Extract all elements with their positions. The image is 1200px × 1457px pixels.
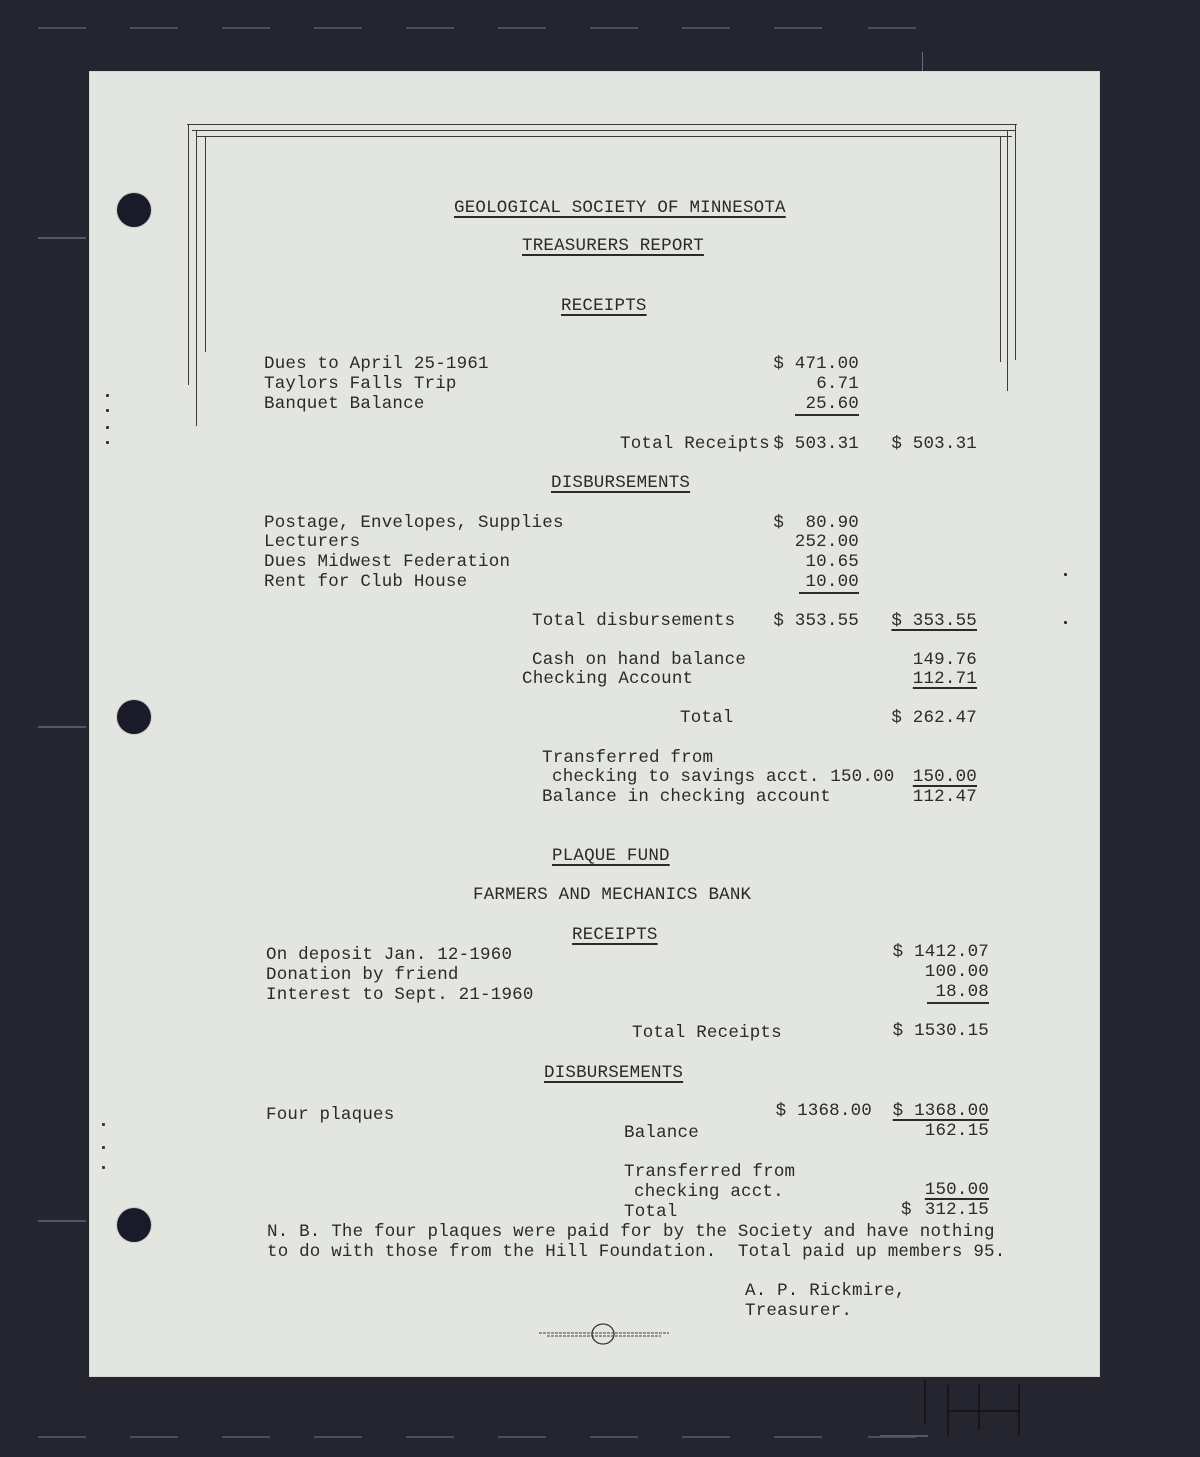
punch-hole-middle [117,700,151,734]
disbursements-heading: DISBURSEMENTS [551,473,691,493]
document-page [89,71,1100,1377]
note-line2: to do with those from the Hill Foundation. Total paid up members 95. [267,1242,1006,1262]
note-line1: N. B. The four plaques were paid for by the Society and have nothing [267,1222,995,1242]
total-disbursements-amount: $ 353.55 [773,611,859,631]
plaque-disbursement-amount: $ 1368.00 [775,1101,872,1121]
clip-mark [950,1410,1018,1412]
checking-account-amount: 112.71 [912,669,977,689]
scan-tick-row-bottom [0,1436,1200,1438]
total-disbursements-label: Total disbursements [532,611,736,631]
cash-on-hand-amount: 149.76 [912,650,977,670]
clip-mark [1018,1385,1020,1435]
clip-mark [947,1385,949,1435]
plaque-transfer-line1: Transferred from [624,1162,796,1182]
plaque-receipt-label: Interest to Sept. 21-1960 [266,985,534,1005]
scan-side-tick [38,1220,86,1222]
disbursement-label: Postage, Envelopes, Supplies [264,513,564,533]
edge-mark [102,1166,105,1169]
end-ornament-icon [539,1321,669,1347]
transfer-line1: Transferred from [542,748,714,768]
receipts-heading: RECEIPTS [561,296,647,316]
receipt-label: Taylors Falls Trip [264,374,457,394]
disbursement-amount: 10.00 [805,572,859,592]
scan-side-tick [38,237,86,239]
subtotal-rule [799,592,859,594]
subtotal-rule [927,1002,989,1004]
edge-mark [102,1146,105,1149]
receipt-label: Banquet Balance [264,394,425,414]
scan-side-tick [38,726,86,728]
cash-on-hand-label: Cash on hand balance [532,650,747,670]
clip-mark [922,52,923,72]
checking-account-label: Checking Account [522,669,694,689]
total-receipts-carried: $ 503.31 [891,434,977,454]
balance-checking-amount: 112.47 [912,787,977,807]
balance-checking-label: Balance in checking account [542,787,831,807]
punch-hole-bottom [117,1208,151,1242]
plaque-balance-label: Balance [624,1123,699,1143]
clip-mark [978,1385,980,1430]
disbursement-label: Lecturers [264,532,361,552]
plaque-total-receipts-amount: $ 1530.15 [892,1021,989,1041]
report-title: TREASURERS REPORT [522,236,704,256]
total-disbursements-carried: $ 353.55 [891,611,977,631]
bank-name: FARMERS AND MECHANICS BANK [473,885,752,905]
signature-name: A. P. Rickmire, [745,1281,906,1301]
punch-hole-top [117,193,151,227]
disbursement-label: Rent for Club House [264,572,468,592]
edge-mark [106,394,109,397]
transfer-amount: 150.00 [912,767,977,787]
subtotal-rule [795,414,859,416]
plaque-balance-amount: 162.15 [924,1121,989,1141]
disbursement-amount: 10.65 [805,552,859,572]
plaque-receipt-amount: 18.08 [935,982,989,1002]
disbursement-label: Dues Midwest Federation [264,552,511,572]
total-receipts-amount: $ 503.31 [773,434,859,454]
transfer-line2: checking to savings acct. 150.00 [552,767,895,787]
clip-mark [924,1380,926,1425]
disbursement-amount: $ 80.90 [773,513,859,533]
plaque-total-label: Total [624,1202,678,1222]
edge-mark [102,1123,105,1126]
plaque-receipt-amount: $ 1412.07 [892,942,989,962]
plaque-fund-heading: PLAQUE FUND [552,846,670,866]
plaque-transfer-amount: 150.00 [924,1180,989,1200]
receipt-amount: $ 471.00 [773,354,859,374]
plaque-receipt-label: On deposit Jan. 12-1960 [266,945,513,965]
plaque-receipt-amount: 100.00 [924,962,989,982]
plaque-disbursement-carried: $ 1368.00 [892,1101,989,1121]
plaque-receipt-label: Donation by friend [266,965,459,985]
edge-mark [1064,573,1067,576]
plaque-total-currency: $ [901,1200,912,1220]
total-receipts-label: Total Receipts [620,434,770,454]
receipt-amount: 6.71 [816,374,859,394]
receipt-amount: 25.60 [805,394,859,414]
plaque-total-receipts-label: Total Receipts [632,1023,782,1043]
plaque-disbursements-heading: DISBURSEMENTS [544,1063,684,1083]
organization-title: GEOLOGICAL SOCIETY OF MINNESOTA [454,198,786,218]
total-label: Total [680,708,734,728]
plaque-transfer-line2: checking acct. [634,1182,784,1202]
plaque-receipts-heading: RECEIPTS [572,925,658,945]
edge-mark [106,441,109,444]
plaque-total-amount: 312.15 [924,1200,989,1220]
edge-mark [106,409,109,412]
signature-title: Treasurer. [745,1301,853,1321]
scan-side-tick [880,1435,928,1437]
receipt-label: Dues to April 25-1961 [264,354,489,374]
plaque-disbursement-label: Four plaques [266,1105,395,1125]
scan-tick-row-top [0,27,1200,29]
edge-mark [1064,621,1067,624]
disbursement-amount: 252.00 [794,532,859,552]
total-amount: $ 262.47 [891,708,977,728]
edge-mark [106,426,109,429]
